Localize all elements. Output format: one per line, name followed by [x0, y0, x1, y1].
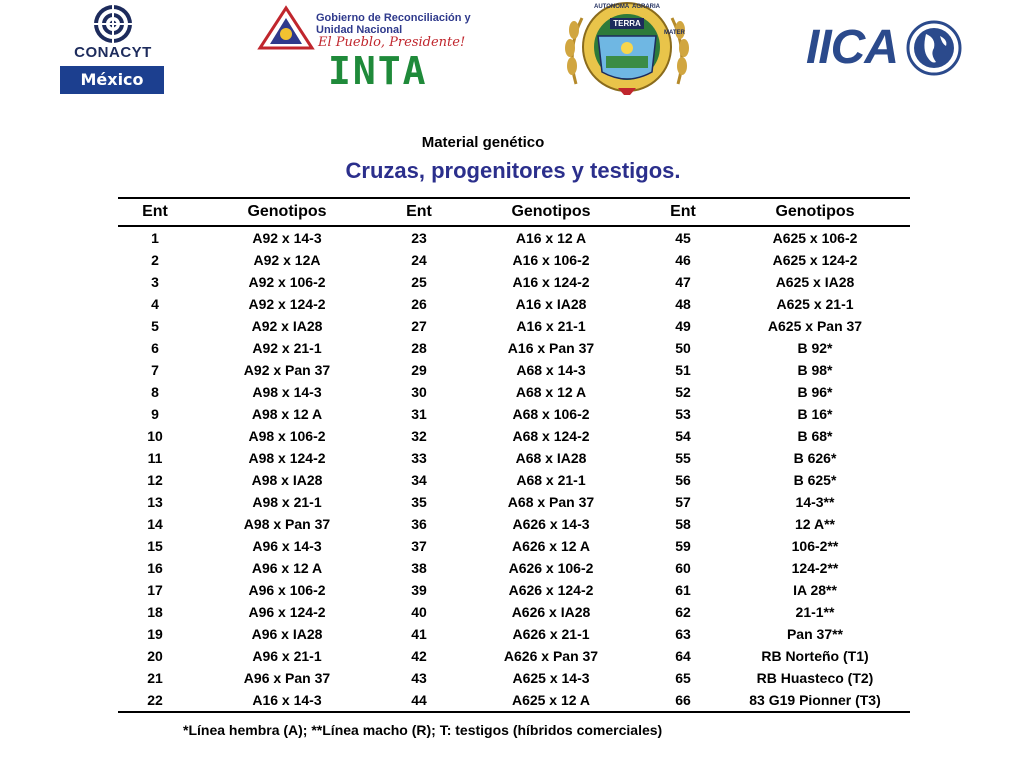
conacyt-emblem-icon [60, 2, 166, 46]
genotype-cell: A16 x 106-2 [512, 252, 590, 268]
genotype-cell: A96 x 21-1 [252, 648, 322, 664]
entry-number-cell: 41 [411, 626, 427, 642]
inta-government-text: Gobierno de Reconciliación y Unidad Nacional [316, 12, 471, 36]
conacyt-country: México [60, 66, 164, 94]
genotype-cell: IA 28** [793, 582, 837, 598]
genotype-cell: A16 x 21-1 [516, 318, 586, 334]
table-header-row [118, 198, 910, 226]
subtitle: Material genético [421, 134, 545, 151]
genotype-cell: A16 x IA28 [515, 296, 587, 312]
column-header: Genotipos [720, 198, 910, 226]
genotype-cell: A16 x 12 A [515, 230, 587, 246]
seal-emblem-icon [552, 0, 702, 96]
genotype-cell: A98 x IA28 [251, 472, 323, 488]
table-row [118, 623, 910, 645]
globe-icon [906, 20, 962, 76]
entry-number-cell: 7 [151, 362, 159, 378]
entry-number-cell: 29 [411, 362, 427, 378]
table-row [118, 667, 910, 689]
entry-number-cell: 34 [411, 472, 427, 488]
genotype-cell: 124-2** [791, 560, 839, 576]
entry-number-cell: 19 [147, 626, 163, 642]
table-row [118, 293, 910, 315]
entry-number-cell: 16 [147, 560, 163, 576]
genotype-cell: A625 x 106-2 [772, 230, 858, 246]
genotype-cell: A92 x 12A [253, 252, 321, 268]
entry-number-cell: 30 [411, 384, 427, 400]
table-row [118, 491, 910, 513]
university-seal-logo [552, 0, 702, 96]
genotype-cell: 12 A** [795, 516, 835, 532]
genotype-cell: A626 x Pan 37 [503, 648, 599, 664]
seal-mater-text: MATER [664, 30, 685, 36]
entry-number-cell: 35 [411, 494, 427, 510]
entry-number-cell: 36 [411, 516, 427, 532]
genotype-cell: RB Huasteco (T2) [756, 670, 874, 686]
genotype-cell: A625 x 124-2 [772, 252, 858, 268]
genotype-cell: A92 x IA28 [251, 318, 323, 334]
genotype-cell: A626 x IA28 [511, 604, 591, 620]
genotype-cell: A98 x 12 A [251, 406, 323, 422]
entry-number-cell: 53 [675, 406, 691, 422]
entry-number-cell: 31 [411, 406, 427, 422]
entry-number-cell: 55 [675, 450, 691, 466]
genotype-cell: Pan 37** [786, 626, 844, 642]
entry-number-cell: 47 [675, 274, 691, 290]
entry-number-cell: 14 [147, 516, 163, 532]
genotype-cell: B 625* [793, 472, 837, 488]
table-row [118, 403, 910, 425]
entry-number-cell: 20 [147, 648, 163, 664]
genotype-cell: A68 x IA28 [515, 450, 587, 466]
genotype-cell: A98 x 124-2 [248, 450, 326, 466]
table-row [118, 425, 910, 447]
table-row [118, 447, 910, 469]
genotype-cell: A92 x Pan 37 [243, 362, 331, 378]
entry-number-cell: 57 [675, 494, 691, 510]
genotype-cell: A98 x 21-1 [252, 494, 322, 510]
entry-number-cell: 64 [675, 648, 691, 664]
entry-number-cell: 51 [675, 362, 691, 378]
entry-number-cell: 15 [147, 538, 163, 554]
genotype-cell: A625 x 21-1 [776, 296, 854, 312]
entry-number-cell: 18 [147, 604, 163, 620]
table-body [118, 226, 910, 712]
entry-number-cell: 58 [675, 516, 691, 532]
entry-number-cell: 65 [675, 670, 691, 686]
inta-name: INTA [328, 49, 428, 93]
genotype-cell: A96 x Pan 37 [243, 670, 331, 686]
table-row [118, 226, 910, 249]
entry-number-cell: 28 [411, 340, 427, 356]
column-header: Ent [646, 198, 720, 226]
seal-ring-right-text: AGRARIA [632, 4, 660, 10]
entry-number-cell: 54 [675, 428, 691, 444]
inta-logo [250, 2, 490, 93]
genotype-cell: A626 x 21-1 [512, 626, 590, 642]
table-row [118, 579, 910, 601]
entry-number-cell: 40 [411, 604, 427, 620]
genotype-cell: A68 x 12 A [515, 384, 587, 400]
genotype-cell: A92 x 14-3 [252, 230, 322, 246]
entry-number-cell: 46 [675, 252, 691, 268]
genotype-cell: A68 x 21-1 [516, 472, 586, 488]
entry-number-cell: 45 [675, 230, 691, 246]
entry-number-cell: 1 [151, 230, 159, 246]
conacyt-logo [60, 2, 166, 94]
genotype-cell: A98 x Pan 37 [243, 516, 331, 532]
entry-number-cell: 24 [411, 252, 427, 268]
genotype-cell: B 16* [797, 406, 833, 422]
genotype-cell: A625 x 12 A [456, 689, 646, 712]
entry-number-cell: 62 [675, 604, 691, 620]
entry-number-cell: 42 [411, 648, 427, 664]
entry-number-cell: 27 [411, 318, 427, 334]
entry-number-cell: 37 [411, 538, 427, 554]
entry-number-cell: 43 [411, 670, 427, 686]
entry-number-cell: 17 [147, 582, 163, 598]
entry-number-cell: 23 [411, 230, 427, 246]
iica-name: IICA [806, 21, 898, 74]
genotype-cell: A96 x IA28 [251, 626, 323, 642]
genotype-cell: B 92* [797, 340, 833, 356]
genotype-cell: A625 x Pan 37 [767, 318, 863, 334]
table-row [118, 513, 910, 535]
entry-number-cell: 4 [151, 296, 159, 312]
seal-terra-text: TERRA [613, 19, 641, 28]
genotype-cell: A16 x Pan 37 [507, 340, 595, 356]
entry-number-cell: 66 [646, 689, 720, 712]
entry-number-cell: 9 [151, 406, 159, 422]
table-row [118, 381, 910, 403]
table-row [118, 469, 910, 491]
entry-number-cell: 22 [118, 689, 192, 712]
table-row [118, 359, 910, 381]
genotype-cell: A96 x 124-2 [248, 604, 326, 620]
table-row [118, 271, 910, 293]
genotype-cell: A626 x 124-2 [508, 582, 594, 598]
entry-number-cell: 39 [411, 582, 427, 598]
entry-number-cell: 52 [675, 384, 691, 400]
entry-number-cell: 11 [147, 450, 163, 466]
genotype-cell: A96 x 14-3 [252, 538, 322, 554]
genotype-cell: A68 x 14-3 [516, 362, 586, 378]
entry-number-cell: 38 [411, 560, 427, 576]
genotype-cell: A16 x 124-2 [512, 274, 590, 290]
table-row [118, 689, 910, 712]
iica-logo [806, 18, 962, 80]
column-header: Genotipos [456, 198, 646, 226]
genotype-cell: A98 x 106-2 [248, 428, 326, 444]
table-row [118, 337, 910, 359]
table-row [118, 535, 910, 557]
inta-slogan: El Pueblo, Presidente! [318, 35, 466, 50]
entry-number-cell: 25 [411, 274, 427, 290]
genotype-cell: B 98* [797, 362, 833, 378]
page-title: Cruzas, progenitores y testigos. [345, 158, 681, 183]
genotype-cell: A98 x 14-3 [252, 384, 322, 400]
entry-number-cell: 56 [675, 472, 691, 488]
genotype-cell: A96 x 106-2 [248, 582, 326, 598]
genotype-cell: A626 x 14-3 [512, 516, 590, 532]
genotype-cell: A92 x 106-2 [248, 274, 326, 290]
table-row [118, 601, 910, 623]
entry-number-cell: 44 [382, 689, 456, 712]
genotype-cell: A626 x 12 A [511, 538, 591, 554]
entry-number-cell: 21 [147, 670, 163, 686]
genotype-cell: A16 x 14-3 [192, 689, 382, 712]
genotype-cell: A68 x 106-2 [512, 406, 590, 422]
entry-number-cell: 63 [675, 626, 691, 642]
genotype-cell: 14-3** [795, 494, 835, 510]
seal-ring-left-text: AUTONOMA [594, 4, 630, 10]
table-row [118, 645, 910, 667]
genotype-cell: 106-2** [791, 538, 839, 554]
footnote: *Línea hembra (A); **Línea macho (R); T: testigos (híbridos comerciales) [183, 722, 663, 738]
entry-number-cell: 26 [411, 296, 427, 312]
genotype-cell: 21-1** [795, 604, 835, 620]
column-header: Ent [382, 198, 456, 226]
genotype-cell: A92 x 21-1 [252, 340, 322, 356]
entry-number-cell: 13 [147, 494, 163, 510]
inta-emblem-icon [254, 4, 318, 52]
entry-number-cell: 32 [411, 428, 427, 444]
entry-number-cell: 10 [147, 428, 163, 444]
genotype-cell: 83 G19 Pionner (T3) [720, 689, 910, 712]
genotypes-table [118, 197, 910, 713]
entry-number-cell: 60 [675, 560, 691, 576]
genotype-cell: A68 x Pan 37 [507, 494, 595, 510]
genotype-cell: RB Norteño (T1) [761, 648, 869, 664]
genotype-cell: A625 x IA28 [775, 274, 855, 290]
entry-number-cell: 61 [675, 582, 691, 598]
entry-number-cell: 2 [151, 252, 159, 268]
entry-number-cell: 48 [675, 296, 691, 312]
genotype-cell: A92 x 124-2 [248, 296, 326, 312]
entry-number-cell: 3 [151, 274, 159, 290]
conacyt-name: CONACYT [74, 44, 152, 61]
genotype-cell: A68 x 124-2 [512, 428, 590, 444]
genotype-cell: B 68* [797, 428, 833, 444]
genotype-cell: A626 x 106-2 [508, 560, 594, 576]
entry-number-cell: 12 [147, 472, 163, 488]
entry-number-cell: 8 [151, 384, 159, 400]
entry-number-cell: 5 [151, 318, 159, 334]
table-row [118, 249, 910, 271]
genotype-cell: B 626* [793, 450, 837, 466]
genotype-cell: B 96* [797, 384, 833, 400]
genotype-cell: A625 x 14-3 [512, 670, 590, 686]
entry-number-cell: 33 [411, 450, 427, 466]
table-row [118, 315, 910, 337]
entry-number-cell: 59 [675, 538, 691, 554]
entry-number-cell: 50 [675, 340, 691, 356]
genotype-cell: A96 x 12 A [251, 560, 323, 576]
entry-number-cell: 49 [675, 318, 691, 334]
column-header: Ent [118, 198, 192, 226]
column-header: Genotipos [192, 198, 382, 226]
entry-number-cell: 6 [151, 340, 159, 356]
table-row [118, 557, 910, 579]
